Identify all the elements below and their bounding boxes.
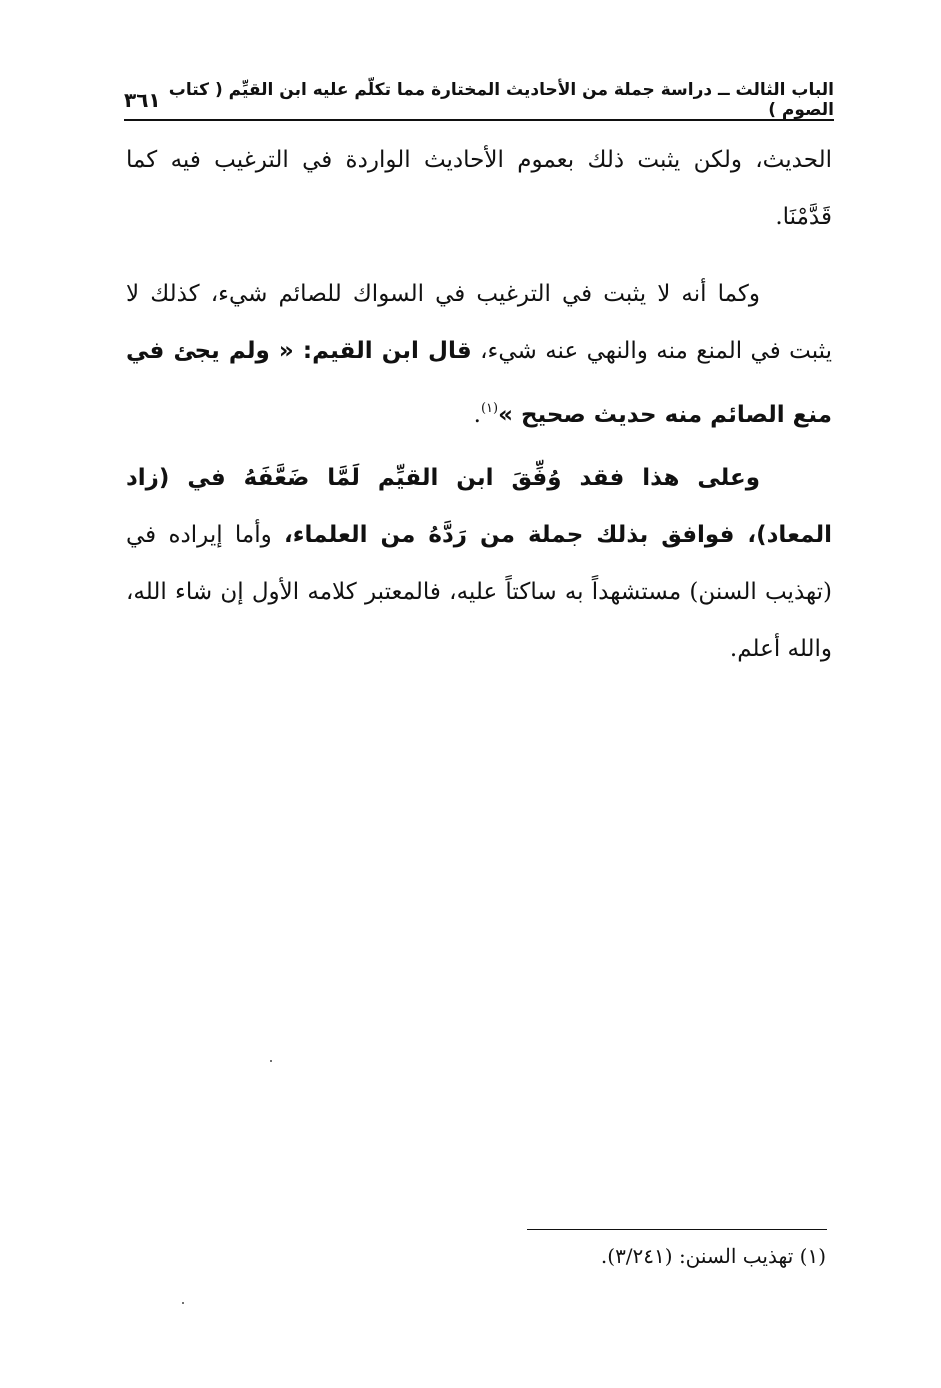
paragraph-1-text: الحديث، ولكن يثبت ذلك بعموم الأحاديث الواردة في الترغيب فيه كما قَدَّمْنَا. xyxy=(126,147,832,230)
paragraph-2-text: وكما أنه لا يثبت في الترغيب في السواك للصائم شيء، كذلك لا يثبت في المنع منه والنهي عنه شيء، xyxy=(126,281,832,364)
header-title: الباب الثالث ــ دراسة جملة من الأحاديث المختارة مما تكلّم عليه ابن القيِّم ( كتاب الصوم ) xyxy=(168,80,834,120)
paragraph-2-quote: قال ابن القيم: « ولم يجئ في منع الصائم منه حديث صحيح » xyxy=(126,338,832,428)
footnote-text: (١) تهذيب السنن: (٣/٢٤١). xyxy=(600,1244,826,1268)
header-rule xyxy=(124,119,834,121)
paragraph-2-end: . xyxy=(473,402,481,428)
paragraph-3-text: وأما إيراده في (تهذيب السنن) مستشهداً به ساكتاً عليه، فالمعتبر كلامه الأول إن شاء الله، والله أعلم. xyxy=(126,522,832,662)
paragraph-3 xyxy=(126,450,832,678)
main-text xyxy=(126,132,832,678)
footnote-rule xyxy=(527,1229,827,1230)
scan-speck xyxy=(270,1060,272,1062)
paragraph-2 xyxy=(126,266,832,444)
footnote-marker: (١) xyxy=(480,401,499,416)
running-header xyxy=(124,82,834,118)
paragraph-1 xyxy=(126,132,832,246)
paragraph-3-bold-text: وعلى هذا فقد وُفِّقَ ابن القيِّم لَمَّا ضَعَّفَهُ في (زاد المعاد)، فوافق بذلك جملة من رَدَّهُ من العلماء، xyxy=(126,465,832,548)
page-number: ٣٦١ xyxy=(124,88,161,112)
footnote xyxy=(420,1244,826,1268)
scan-speck xyxy=(182,1302,184,1304)
